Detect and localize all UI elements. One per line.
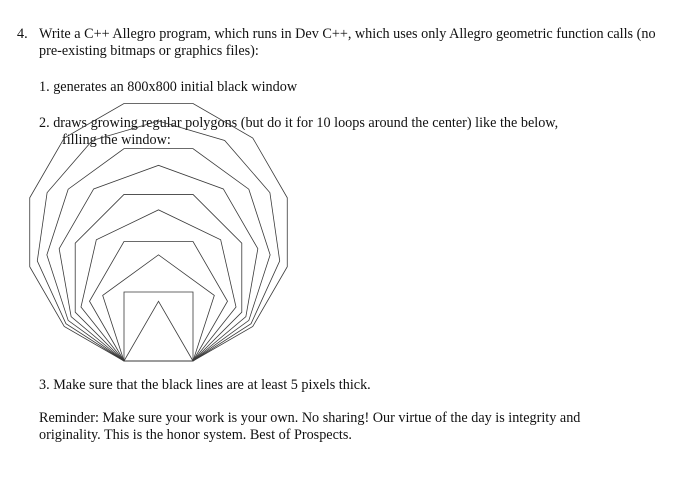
polygon-4-sides [124, 292, 193, 361]
step-3-text: 3. Make sure that the black lines are at least 5 pixels thick. [39, 377, 371, 393]
question-intro-line1: Write a C++ Allegro program, which runs in Dev C++, which uses only Allegro geometric function calls (no [39, 26, 656, 42]
polygon-7-sides [81, 210, 236, 361]
step-2-continuation: filling the window: [62, 132, 171, 148]
step-1-text: 1. generates an 800x800 initial black window [39, 79, 298, 95]
reminder-line1: Reminder: Make sure your work is your own. No sharing! Our virtue of the day is integrity and [39, 410, 581, 426]
polygon-5-sides [103, 255, 215, 361]
polygon-11-sides [37, 121, 279, 361]
polygon-8-sides [75, 194, 242, 361]
polygon-3-sides [124, 301, 193, 361]
reminder-line2: originality. This is the honor system. Best of Prospects. [39, 427, 352, 443]
question-number: 4. [17, 26, 28, 42]
question-intro-line2: pre-existing bitmaps or graphics files): [39, 43, 259, 59]
step-2-text: 2. draws growing regular polygons (but do it for 10 loops around the center) like the below, [39, 115, 559, 131]
